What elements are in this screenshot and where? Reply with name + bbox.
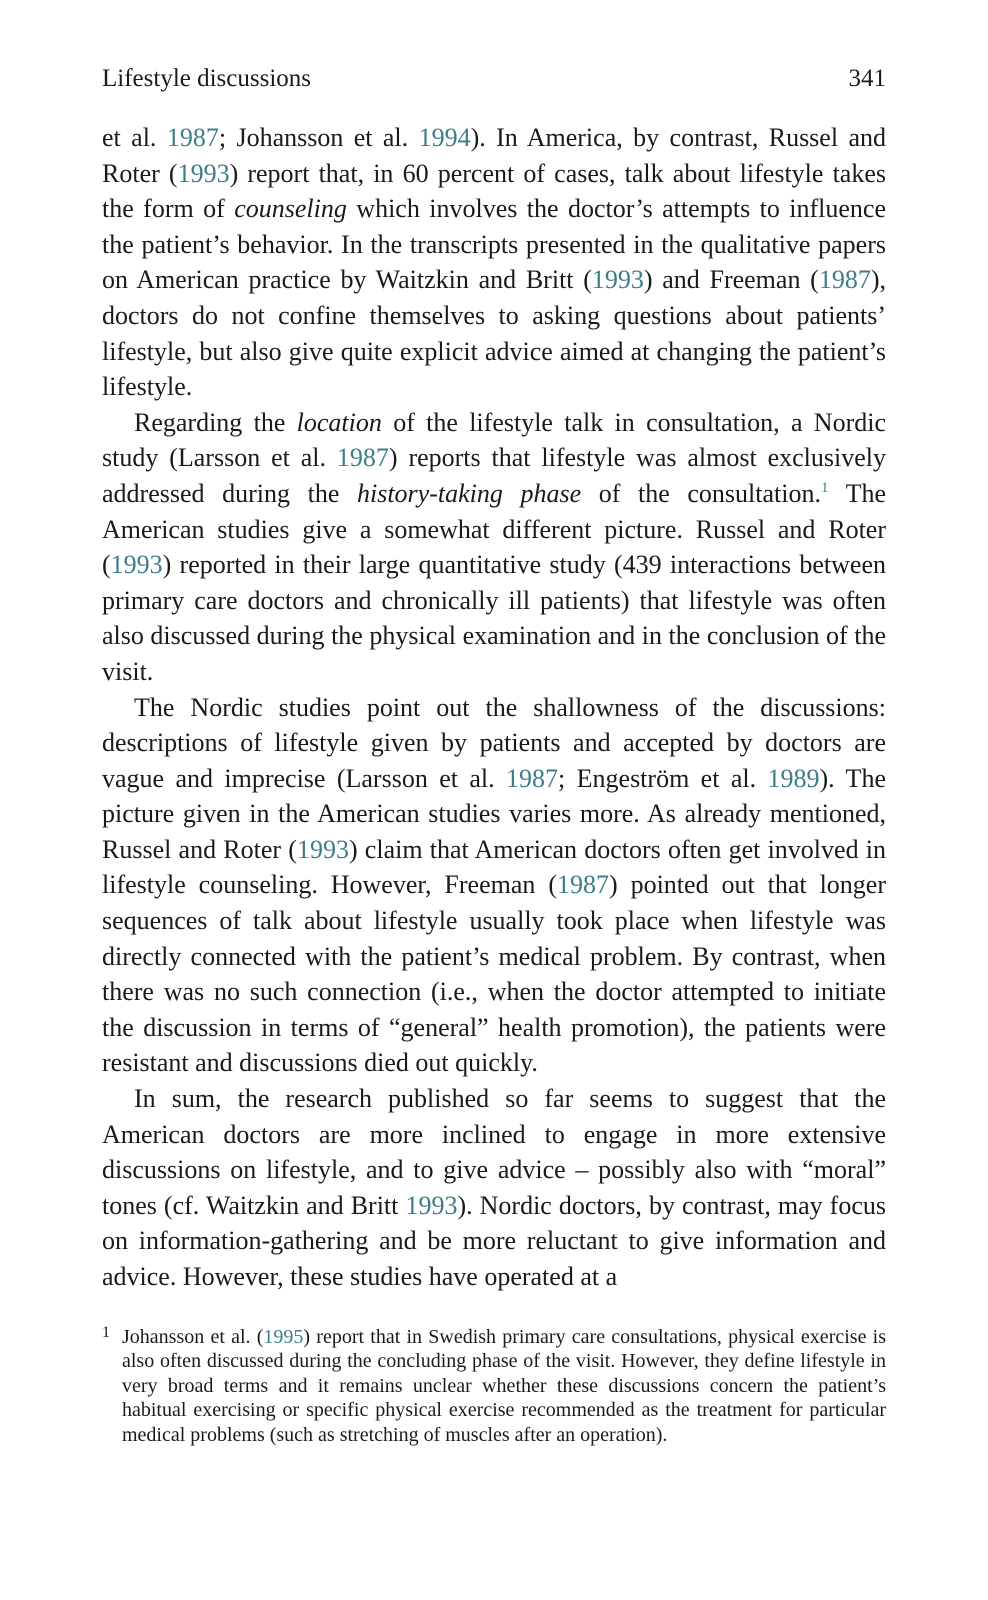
running-header	[102, 62, 886, 96]
paragraph-1	[102, 120, 886, 405]
text-run: ). In America, by contrast, Russel and Roter (	[102, 123, 886, 188]
citation-year-link[interactable]: 1987	[506, 763, 559, 793]
citation-year-link[interactable]: 1993	[177, 158, 230, 188]
text-run: ) reports that lifestyle was almost exclusively addressed during the	[102, 443, 886, 508]
text-run: ). The picture given in the American studies varies more. As already mentioned, Russel and Roter (	[102, 763, 886, 864]
citation-year-link[interactable]: 1993	[296, 834, 349, 864]
text-run: ) pointed out that longer sequences of talk about lifestyle usually took place when lifestyle was directly connected with the patient’s medical problem. By contrast, when there was no such connection (i.e., when the doctor attempted to initiate the discussion in terms of “general” health promotion), the patients were resistant and discussions died out quickly.	[102, 870, 886, 1078]
citation-year-link[interactable]: 1994	[418, 123, 471, 152]
text-run: et al.	[102, 123, 167, 152]
paragraph-4	[102, 1081, 886, 1295]
citation-year-link[interactable]: 1989	[767, 763, 820, 793]
citation-year-link[interactable]: 1993	[110, 550, 163, 580]
paragraph-2	[102, 405, 886, 690]
text-run: ; Engeström et al.	[558, 763, 768, 793]
text-run: ) claim that American doctors often get involved in lifestyle counseling. However, Freeman (	[102, 834, 886, 900]
paragraph-3	[102, 690, 886, 1082]
text-run: Regarding the	[134, 407, 297, 437]
citation-year-link[interactable]: 1993	[405, 1190, 458, 1220]
body-text	[102, 120, 886, 1295]
text-run: The American studies give a somewhat different picture. Russel and Roter (	[102, 478, 887, 580]
text-run: ) and Freeman (	[643, 265, 819, 295]
citation-year-link[interactable]: 1987	[557, 870, 609, 900]
text-run: The Nordic studies point out the shallowness of the discussions: descriptions of lifestyle given by patients and accepted by doctors are vague and imprecise (Larsson et al.	[102, 692, 886, 793]
text-run: ) reported in their large quantitative study (439 interactions between primary care doctors and chronically ill patients) that lifestyle was often also discussed during the physical examination and in the conclusion of the visit.	[102, 550, 886, 686]
text-run: In sum, the research published so far seems to suggest that the American doctors are more inclined to engage in more extensive discussions on lifestyle, and to give advice – possibly also with “moral” tones (cf. Waitzkin and Britt	[102, 1084, 886, 1220]
footnote-reference-link[interactable]: 1	[820, 479, 829, 496]
citation-year-link[interactable]: 1987	[336, 443, 389, 473]
citation-year-link[interactable]: 1993	[591, 265, 644, 295]
text-run: ) report that in Swedish primary care consultations, physical exercise is also often discussed during the concluding phase of the visit. However, they define lifestyle in very broad terms and it remains unclear whether these discussions concern the patient’s habitual exercising or specific physical exercise recommended as the treatment for particular medical problems (such as stretching of muscles after an operation).	[122, 1325, 886, 1446]
emphasized-term: location	[296, 407, 382, 437]
running-title: Lifestyle discussions	[102, 65, 312, 92]
page-number: 341	[848, 65, 886, 92]
text-run: ) report that, in 60 percent of cases, talk about lifestyle takes the form of	[102, 158, 886, 224]
text-run: of the lifestyle talk in consultation, a Nordic study (Larsson et al.	[102, 407, 886, 473]
citation-year-link[interactable]: 1987	[166, 123, 219, 152]
text-run: Johansson et al. (	[122, 1325, 264, 1348]
citation-year-link[interactable]: 1987	[818, 265, 871, 295]
citation-year-link[interactable]: 1995	[263, 1325, 304, 1348]
text-run: of the consultation.	[581, 478, 821, 508]
text-run: which involves the doctor’s attempts to influence the patient’s behavior. In the transcripts presented in the qualitative papers on American practice by Waitzkin and Britt (	[102, 194, 886, 295]
text-run: ). Nordic doctors, by contrast, may focus on information-gathering and be more reluctant to give information and advice. However, these studies have operated at a	[102, 1190, 886, 1291]
emphasized-term: counseling	[234, 194, 347, 224]
footnote-marker: 1	[102, 1323, 110, 1341]
emphasized-term: history-taking phase	[356, 478, 582, 508]
text-run: ), doctors do not confine themselves to asking questions about patients’ lifestyle, but also give quite explicit advice aimed at changing the patient’s lifestyle.	[102, 265, 886, 402]
footnote-text	[122, 1325, 886, 1448]
text-run: ; Johansson et al.	[218, 123, 419, 152]
footnote	[102, 1325, 886, 1448]
